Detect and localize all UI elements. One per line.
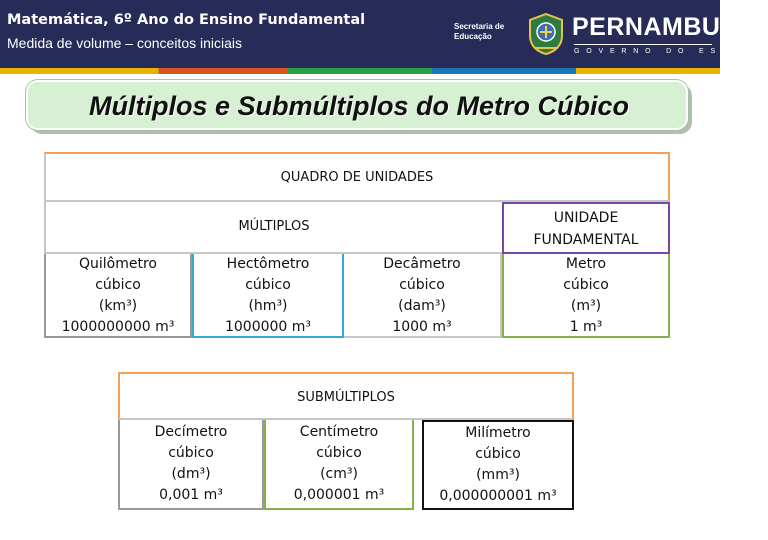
cell-value: 0,000001 m³: [293, 487, 385, 503]
subject-title: Matemática, 6º Ano do Ensino Fundamental: [7, 12, 366, 28]
cell-name: Decímetro: [154, 424, 228, 440]
cell-meter: [502, 254, 670, 338]
unit-label-line1: UNIDADE: [553, 210, 619, 226]
secretaria-line1: Secretaria de: [454, 22, 505, 31]
table-title-box: [44, 152, 670, 202]
state-government-label: GOVERNO DO ESTADO: [574, 44, 712, 55]
table-title: QUADRO DE UNIDADES: [280, 170, 434, 185]
header-bar: [0, 0, 768, 68]
cell-name: Decâmetro: [383, 256, 461, 272]
cell-word: cúbico: [95, 277, 141, 293]
cell-symbol: (m³): [570, 298, 602, 314]
multiples-label: MÚLTIPLOS: [238, 219, 310, 234]
cell-symbol: (dm³): [171, 466, 211, 482]
submultiples-header-box: [118, 372, 574, 420]
cell-hectometer: [192, 254, 344, 338]
cell-symbol: (dam³): [398, 298, 446, 314]
cell-word: cúbico: [563, 277, 609, 293]
cell-name: Metro: [565, 256, 607, 272]
page-title: Múltiplos e Submúltiplos do Metro Cúbico: [89, 91, 629, 121]
cell-name: Quilômetro: [79, 256, 157, 272]
cell-value: 1 m³: [569, 319, 603, 335]
title-banner: [26, 80, 688, 130]
cell-value: 1000000000 m³: [61, 319, 175, 335]
unit-label-line2: FUNDAMENTAL: [533, 232, 639, 248]
cell-symbol: (km³): [98, 298, 138, 314]
cell-value: 1000 m³: [392, 319, 452, 335]
multiples-header-box: [44, 202, 504, 254]
cell-name: Hectômetro: [226, 256, 310, 272]
unit-header-box: [502, 202, 670, 254]
cell-value: 0,001 m³: [159, 487, 223, 503]
submultiples-label: SUBMÚLTIPLOS: [297, 390, 395, 405]
cell-millimeter: [422, 420, 574, 510]
cell-value: 1000000 m³: [224, 319, 312, 335]
cell-kilometer: [44, 254, 192, 338]
cell-word: cúbico: [168, 445, 214, 461]
cell-centimeter: [264, 420, 414, 510]
cell-decimeter: [118, 420, 264, 510]
lesson-subtitle: Medida de volume – conceitos iniciais: [7, 35, 243, 51]
cell-symbol: (hm³): [248, 298, 288, 314]
cell-decameter: [344, 254, 502, 338]
state-name: PERNAMBUCO: [572, 13, 759, 41]
header-color-stripe: [0, 68, 720, 74]
secretaria-line2: Educação: [454, 32, 492, 41]
state-seal-icon: [526, 12, 566, 56]
cell-word: cúbico: [475, 446, 521, 462]
cell-symbol: (mm³): [476, 467, 520, 483]
cell-name: Milímetro: [465, 425, 531, 441]
secretaria-label: [454, 22, 516, 42]
cell-symbol: (cm³): [320, 466, 358, 482]
cell-name: Centímetro: [299, 424, 379, 440]
cell-word: cúbico: [316, 445, 362, 461]
cell-word: cúbico: [399, 277, 445, 293]
cell-word: cúbico: [245, 277, 291, 293]
cell-value: 0,000000001 m³: [439, 488, 557, 504]
